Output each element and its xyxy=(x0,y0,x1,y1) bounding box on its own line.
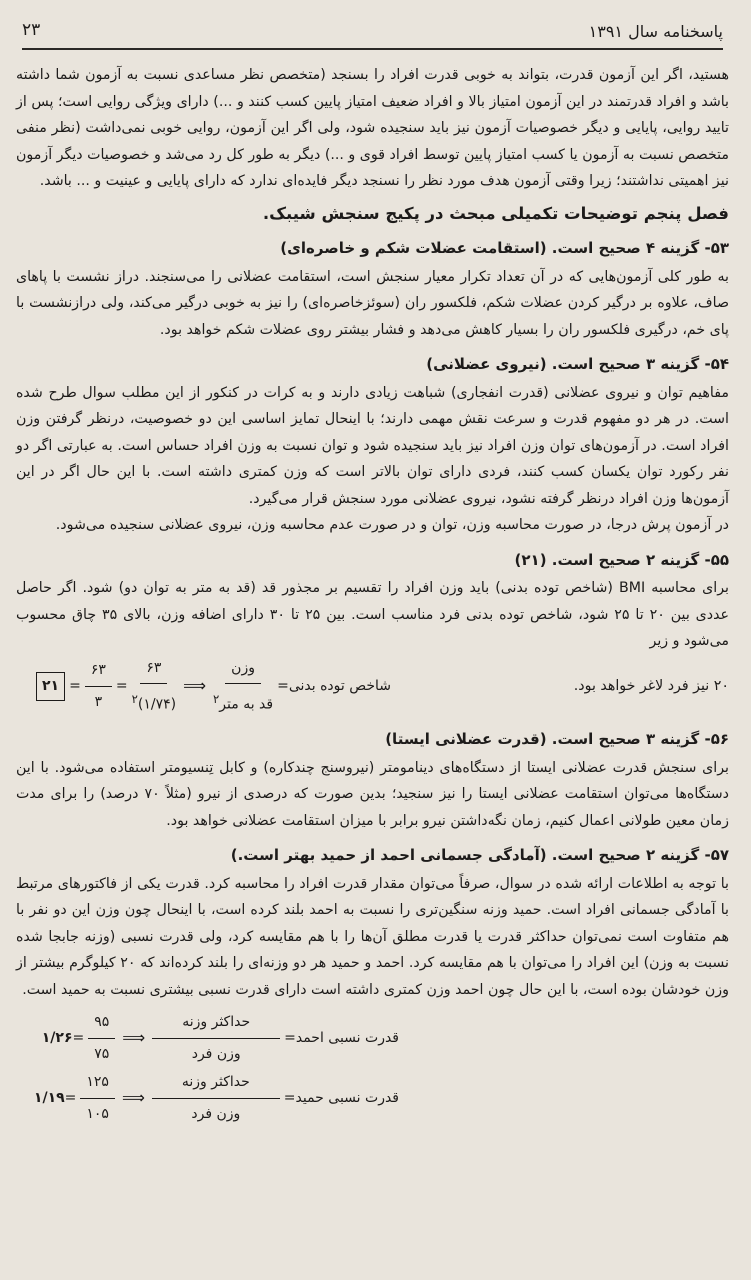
bmi-fraction-2 xyxy=(132,655,176,719)
bmi-exp2: ۲ xyxy=(131,692,138,706)
q55-text-tail: ۲۰ نیز فرد لاغر خواهد بود. xyxy=(573,678,729,695)
q55-formula-row xyxy=(16,655,729,719)
q54-text: مفاهیم توان و نیروی عضلانی (قدرت انفجاری) شباهت زیادی دارند و به کرات در کنکور از این مطلب سوال طرح شده است. در هر دو مفهوم قدرت و سرعت نقش مهمی دارند؛ با اینحال تمایز اساسی این دو خصوصیت، درنظر گرفتن وزن افراد است. در آزمون‌های توان وزن افراد نیز باید سنجیده شود و توان نسبت به وزن افراد حساس است. به عبارتی اگر دو نفر رکورد توان یکسان کسب کنند، فردی دارای توان بالاتر است که وزن کمتری داشته است. با این حال اگر در این آزمون‌ها وزن افراد درنظر گرفته نشود، نیروی عضلانی مورد سنجش قرار می‌گیرد. xyxy=(16,384,729,507)
bmi-den3: ۳ xyxy=(94,693,103,710)
ahmad-num2: ۹۵ xyxy=(88,1009,115,1039)
bmi-exp1: ۲ xyxy=(213,692,220,706)
intro-paragraph: هستید، اگر این آزمون قدرت، بتواند به خوبی قدرت افراد را بسنجد (متخصص نظر مساعدی نسبت به آزمون شما داشته باشد و افراد قدرتمند در این آزمون امتیاز بالا و افراد ضعیف امتیاز پایین کسب کنند و ...) دارای ویژگی روایی است؛ پس از تایید روایی، پایایی و دیگر خصوصیات آزمون نیز باید سنجیده شود، ولی اگر این آزمون، روایی خوبی نمی‌داشت (نظر منفی متخصص نسبت به آزمون یا کسب امتیاز پایین توسط افراد قوی و ...) دیگر به طور کل رد می‌شد و خصوصیات دیگر آزمون نیز اهمیتی نداشتند؛ زیرا وقتی آزمون هدف مورد نظر را نسنجد دیگر فایده‌ای ندارد که دارای پایایی و عینیت و ... باشد. xyxy=(16,67,729,189)
chapter-heading: فصل پنجم توضیحات تکمیلی مبحث در پکیج سنجش شیبک. xyxy=(262,203,729,223)
implies-arrow-icon: ⟹ xyxy=(121,1087,145,1107)
bmi-fraction-1 xyxy=(213,655,273,719)
header-title: پاسخنامه سال ۱۳۹۱ xyxy=(588,22,723,41)
equals-sign: = xyxy=(64,1089,77,1106)
equals-sign: = xyxy=(284,1029,296,1046)
implies-arrow-icon: ⟹ xyxy=(183,676,207,696)
equals-sign: = xyxy=(72,1029,85,1046)
bmi-fraction-3 xyxy=(85,657,112,715)
q56-text: برای سنجش قدرت عضلانی ایستا از دستگاه‌های دینامومتر (نیروسنج چندکاره) و کابل تِنسیومتر استفاده می‌شود. با این دستگاه‌ها می‌توان استقامت عضلانی ایستا را نیز سنجید؛ بدین صورت که درصدی از نیرو (مثلاً ۷۰ درصد) را برای مدت زمان معین طولانی اعمال کنیم، زمان نگه‌داشتن نیرو برابر با میزان استقامت عضلانی خواهد بود. xyxy=(16,759,730,829)
bmi-den2-text: (۱/۷۴) xyxy=(137,696,177,713)
implies-arrow-icon: ⟹ xyxy=(122,1027,146,1047)
ahmad-num: حداکثر وزنه xyxy=(152,1009,280,1039)
ahmad-den: وزن فرد xyxy=(191,1045,241,1062)
q54-text2: در آزمون پرش درجا، در صورت محاسبه وزن، توان و در صورت عدم محاسبه وزن، نیروی عضلانی سنجیده می‌شود. xyxy=(55,517,729,533)
ahmad-fraction-1 xyxy=(152,1009,280,1067)
q55-text: برای محاسبه BMI (شاخص توده بدنی) باید وزن افراد را تقسیم بر مجذور قد (قد به متر به توان دو) شود. اگر حاصل عددی بین ۲۰ تا ۲۵ شود، شاخص توده بدنی فرد مناسب است. بین ۲۵ تا ۳۰ دارای اضافه وزن، بالای ۳۵ چاق محسوب می‌شود و زیر xyxy=(16,580,729,649)
ahmad-den2: ۷۵ xyxy=(94,1045,110,1062)
page-number: ۲۳ xyxy=(22,20,41,40)
hamid-num: حداکثر وزنه xyxy=(152,1069,280,1099)
hamid-formula xyxy=(16,1069,399,1127)
q57-title: ۵۷- گزینه ۲ صحیح است. (آمادگی جسمانی احمد از حمید بهتر است.) xyxy=(230,846,729,865)
equals-sign: = xyxy=(277,678,289,695)
q56-title: ۵۶- گزینه ۳ صحیح است. (قدرت عضلانی ایستا) xyxy=(385,730,729,749)
equals-sign: = xyxy=(115,678,128,695)
ahmad-fraction-2 xyxy=(88,1009,115,1067)
q53-text: به طور کلی آزمون‌هایی که در آن تعداد تکرار معیار سنجش است، استقامت عضلانی را می‌سنجند. دراز نشست با پاهای صاف، علاوه بر درگیر کردن عضلات شکم، فلکسور ران (سوئزخاصره‌ای) را نیز به خوبی درگیر می‌کند، ولی درازنشست با پای خم، درگیری فلکسور ران را بسیار کاهش می‌دهد و فشار بیشتر روی عضلات شکم خواهد بود. xyxy=(16,268,729,338)
ahmad-result: ۱/۲۶ xyxy=(41,1029,73,1046)
bmi-den2 xyxy=(132,684,176,718)
hamid-result: ۱/۱۹ xyxy=(33,1089,65,1106)
ahmad-formula xyxy=(16,1009,399,1067)
hamid-fraction-2 xyxy=(80,1069,115,1127)
bmi-formula xyxy=(36,655,391,719)
q57-text: با توجه به اطلاعات ارائه شده در سوال، صرفاً می‌توان مقدار قدرت افراد را محاسبه کرد. قدرت یکی از فاکتورهای مرتبط با آمادگی جسمانی افراد است. حمید وزنه سنگین‌تری را نسبت به احمد بلند کرده است، با اینحال چون وزن این دو نفر با هم متفاوت است نمی‌توان حداکثر قدرت یا قدرت مطلق آن‌ها را با هم مقایسه کرد، ولی قدرت نسبی (وزنه جابجا شده نسبت به وزن) این افراد را می‌توان با هم مقایسه کرد. احمد و حمید هر دو وزنه‌ای را بلند کرده‌اند که ۲۰ کیلوگرم بیشتر از وزن خودشان بوده است، با این حال چون احمد وزن کمتری داشته است دارای قدرت نسبی بیشتری نسبت به حمید است. xyxy=(16,875,730,998)
bmi-result: ۲۱ xyxy=(36,672,65,701)
hamid-fraction-1 xyxy=(152,1069,280,1127)
equals-sign: = xyxy=(69,678,81,695)
hamid-lhs: قدرت نسبی حمید xyxy=(295,1089,399,1106)
page-header xyxy=(22,18,723,50)
ahmad-lhs: قدرت نسبی احمد xyxy=(295,1029,399,1046)
q55-title: ۵۵- گزینه ۲ صحیح است. (۲۱) xyxy=(514,550,729,569)
bmi-lhs: شاخص توده بدنی xyxy=(288,678,392,695)
q53-title: ۵۳- گزینه ۴ صحیح است. (استقامت عضلات شکم و خاصره‌ای) xyxy=(280,239,729,257)
bmi-den1-text: قد به متر xyxy=(219,696,274,713)
hamid-den: وزن فرد xyxy=(191,1105,241,1122)
hamid-den2: ۱۰۵ xyxy=(86,1105,109,1122)
q54-title: ۵۴- گزینه ۳ صحیح است. (نیروی عضلانی) xyxy=(426,355,729,373)
hamid-num2: ۱۲۵ xyxy=(80,1069,115,1099)
page-body xyxy=(16,62,729,1127)
bmi-den1 xyxy=(213,684,273,718)
equals-sign: = xyxy=(283,1089,296,1106)
bmi-num2: ۶۳ xyxy=(140,655,167,685)
bmi-num1: وزن xyxy=(225,655,261,685)
bmi-num3: ۶۳ xyxy=(85,657,112,687)
